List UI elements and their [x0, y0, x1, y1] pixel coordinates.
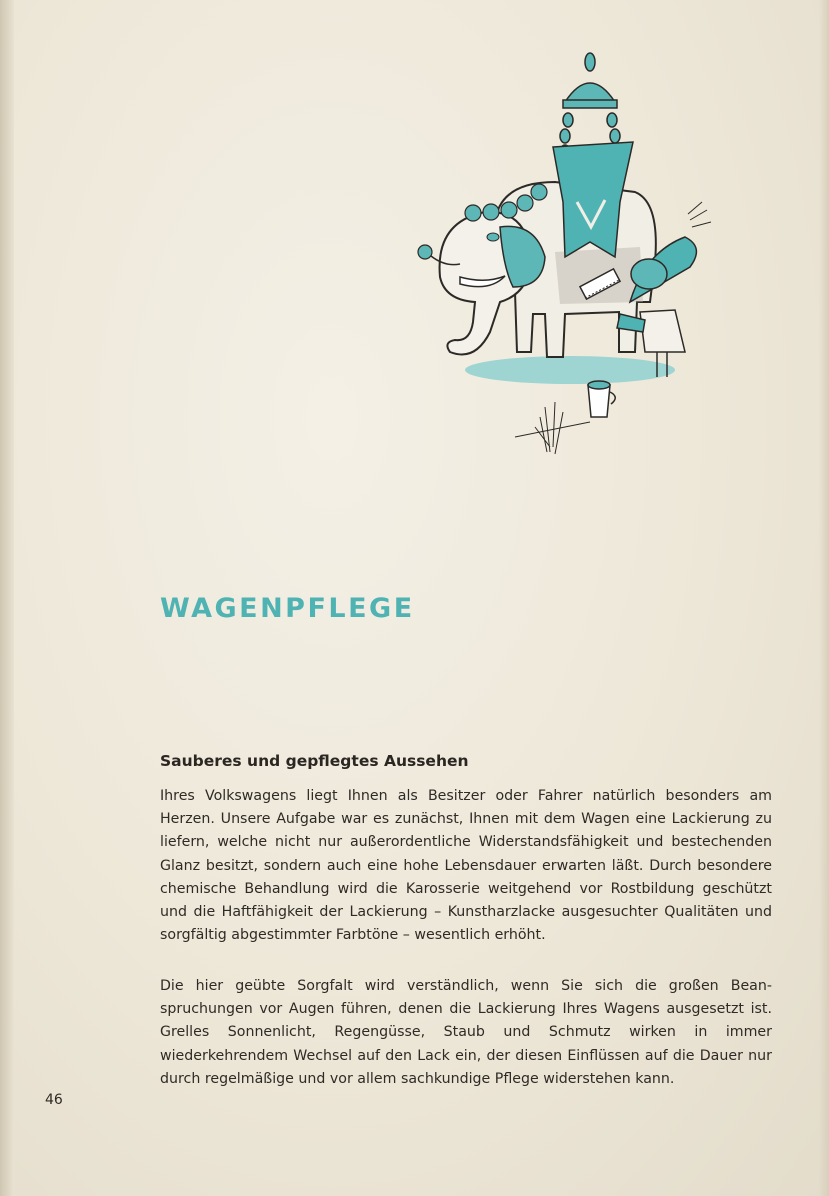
- elephant-washing-illustration: [405, 52, 715, 472]
- elephant-eye: [487, 233, 499, 241]
- water-splash: [688, 202, 711, 227]
- bucket-icon: [588, 381, 615, 417]
- page-edge-shadow: [819, 0, 829, 1196]
- body-paragraph: Die hier geübte Sorgfalt wird verständlich, wenn Sie sich die großen Beanspruchungen vor Augen führen, denen die Lackierung Ihres Wagens ausgesetzt ist. Grelles Sonnenlicht, Regengüsse, Staub und Schmutz wirken in immer wiederkehrendem Wechsel auf den Lack ein, der diesen Einflüssen auf die Dauer nur durch regelmäßige und vor allem sachkundige Pflege widerstehen kann.: [160, 978, 772, 1087]
- broom-icon: [515, 402, 590, 454]
- page-number: 46: [45, 1092, 63, 1108]
- body-paragraph: Ihres Volkswagens liegt Ihnen als Besitzer oder Fahrer natürlich besonders am Herzen. Unsere Aufgabe war es zunächst, Ihnen mit dem Wagen eine Lackierung zu liefern, welche nicht nur außerordentliche Widerstandsfähigkeit und bestechenden Glanz besitzt, sondern auch eine hohe Lebensdauer erwarten läßt. Durch besondere chemische Behandlung wird die Karosserie weitgehend vor Rostbildung geschützt und die Haftfähigkeit der Lackierung – Kunstharzlacke ausgesuchter Qualitäten und sorgfältig abgestimmter Farbtöne – wesentlich erhöht.: [160, 788, 772, 944]
- trunk-ball: [418, 245, 432, 259]
- section-heading: Sauberes und gepflegtes Aussehen: [160, 752, 469, 770]
- ground-shadow: [465, 356, 675, 384]
- page-spine-shadow: [0, 0, 14, 1196]
- page-title: WAGENPFLEGE: [160, 593, 415, 624]
